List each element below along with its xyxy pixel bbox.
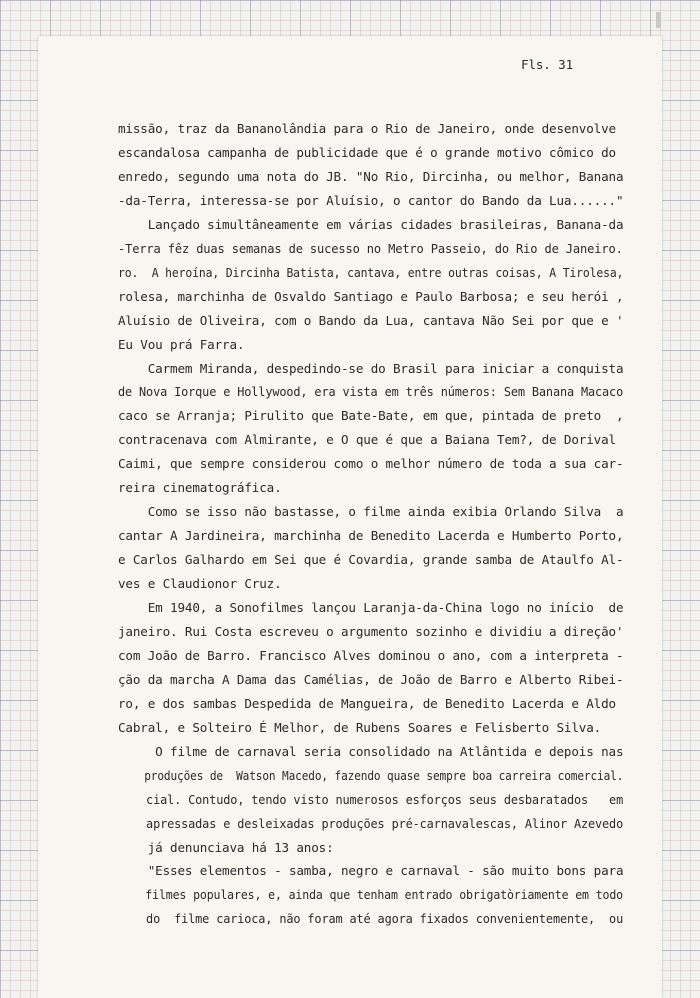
text-line: enredo, segundo uma nota do JB. "No Rio, Dircinha, ou melhor, Banana (118, 168, 624, 184)
text-line: "Esses elementos - samba, negro e carnaval - são muito bons para (118, 863, 624, 879)
text-line: com João de Barro. Francisco Alves dominou o ano, com a interpreta - (118, 647, 624, 663)
text-line: Eu Vou prá Farra. (118, 336, 245, 352)
text-line: filmes populares, e, ainda que tenham entrado obrigatòriamente em todo (118, 887, 623, 903)
text-line: -Terra fêz duas semanas de sucesso no Metro Passeio, do Rio de Janeiro. (118, 240, 623, 256)
text-line: produções de Watson Macedo, fazendo quase sempre boa carreira comercial. (118, 767, 624, 783)
text-line: O filme de carnaval seria consolidado na Atlântida e depois nas (118, 743, 624, 759)
text-line: Como se isso não bastasse, o filme ainda exibia Orlando Silva a (118, 504, 624, 520)
text-line: cantar A Jardineira, marchinha de Benedito Lacerda e Humberto Porto, (118, 528, 624, 544)
text-line: rolesa, marchinha de Osvaldo Santiago e Paulo Barbosa; e seu herói , (118, 288, 624, 304)
text-line: contracenava com Almirante, e O que é que a Baiana Tem?, de Dorival (118, 432, 616, 448)
text-line: cial. Contudo, tendo visto numerosos esforços seus desbaratados em (118, 791, 624, 807)
text-line: Carmem Miranda, despedindo-se do Brasil para iniciar a conquista (118, 360, 624, 376)
text-line: já denunciava há 13 anos: (118, 839, 334, 855)
paper-edge-tab (656, 12, 661, 28)
text-line: ro. A heroína, Dircinha Batista, cantava, entre outras coisas, A Tirolesa, (118, 264, 624, 280)
text-line: caco se Arranja; Pirulito que Bate-Bate, em que, pintada de preto , (118, 408, 624, 424)
text-line: escandalosa campanha de publicidade que é o grande motivo cômico do (118, 144, 616, 160)
text-line: -da-Terra, interessa-se por Aluísio, o cantor do Bando da Lua......" (118, 192, 624, 208)
text-line: ção da marcha A Dama das Camélias, de João de Barro e Alberto Ribei- (118, 671, 624, 687)
text-line: Lançado simultâneamente em várias cidades brasileiras, Banana-da (118, 216, 624, 232)
text-line: de Nova Iorque e Hollywood, era vista em três números: Sem Banana Macaco (118, 384, 624, 400)
text-line: Em 1940, a Sonofilmes lançou Laranja-da-China logo no início de (118, 600, 624, 615)
text-line: e Carlos Galhardo em Sei que é Covardia, grande samba de Ataulfo Al- (118, 552, 624, 568)
text-line: Aluísio de Oliveira, com o Bando da Lua, cantava Não Sei por que e ' (118, 312, 624, 328)
text-line: ves e Claudionor Cruz. (118, 576, 282, 592)
text-line: Caimi, que sempre considerou como o melhor número de toda a sua car- (118, 456, 624, 472)
text-line: Cabral, e Solteiro É Melhor, de Rubens Soares e Felisberto Silva. (118, 719, 602, 735)
text-line: ro, e dos sambas Despedida de Mangueira, de Benedito Lacerda e Aldo (118, 695, 616, 711)
text-line: do filme carioca, não foram até agora fixados convenientemente, ou (118, 911, 624, 927)
text-line: apressadas e desleixadas produções pré-carnavalescas, Alinor Azevedo (118, 815, 624, 831)
text-line: janeiro. Rui Costa escreveu o argumento sozinho e dividiu a direção' (118, 623, 624, 639)
text-line: reira cinematográfica. (118, 480, 282, 496)
page-folio: Fls. 31 (521, 57, 574, 72)
text-line: missão, traz da Bananolândia para o Rio de Janeiro, onde desenvolve (118, 121, 616, 136)
